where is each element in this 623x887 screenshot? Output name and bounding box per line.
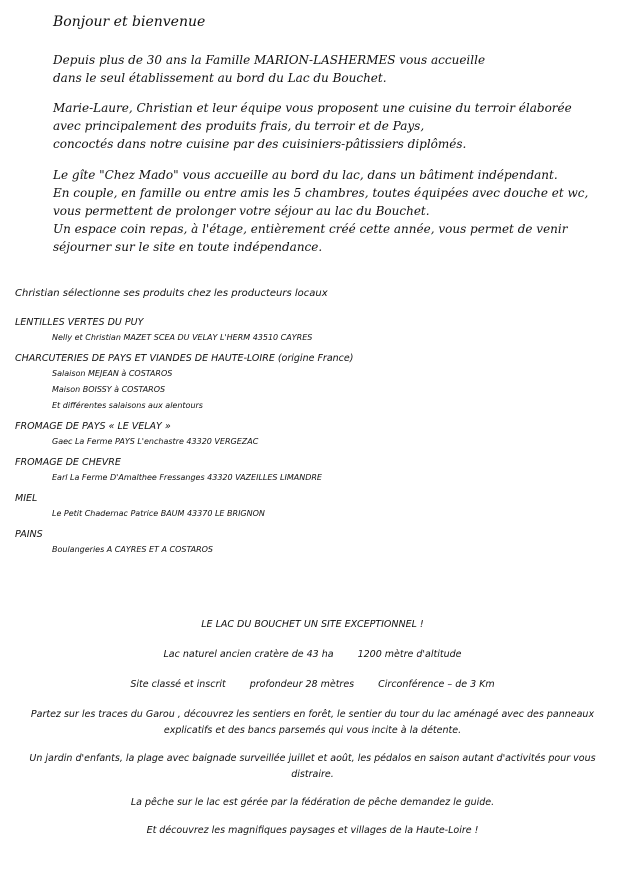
category-fromage-pays (15, 420, 615, 450)
category-title: MIEL (15, 493, 38, 504)
lake-fact: 1200 mètre d'altitude (357, 649, 462, 660)
intro-line: Depuis plus de 30 ans la Famille MARION-LASHERMES vous accueille (53, 53, 486, 67)
intro-line: séjourner sur le site en toute indépendance. (53, 240, 323, 254)
intro-paragraph-history (53, 51, 613, 87)
producer-item: Maison BOISSY à COSTAROS (52, 385, 166, 394)
category-charcuteries (15, 352, 615, 414)
intro-line: vous permettent de prolonger votre séjour au lac du Bouchet. (53, 204, 430, 218)
lake-fact: Circonférence – de 3 Km (378, 679, 495, 690)
producer-item: Salaison MEJEAN à COSTAROS (52, 369, 173, 378)
producers-section (15, 287, 615, 564)
category-pains (15, 528, 615, 558)
producer-item: Earl La Ferme D'Amalthee Fressanges 43320 VAZEILLES LIMANDRE (52, 473, 322, 482)
lake-title: LE LAC DU BOUCHET UN SITE EXCEPTIONNEL ! (201, 619, 424, 630)
category-title: FROMAGE DE CHEVRE (15, 457, 121, 468)
intro-line: concoctés dans notre cuisine par des cuisiniers-pâtissiers diplômés. (53, 137, 467, 151)
producers-heading: Christian sélectionne ses produits chez les producteurs locaux (15, 288, 328, 299)
category-title: PAINS (15, 529, 43, 540)
category-lentilles (15, 316, 615, 346)
category-fromage-chevre (15, 456, 615, 486)
intro-paragraph-gite (53, 166, 613, 256)
lake-facts-line (15, 677, 610, 693)
greeting-title: Bonjour et bienvenue (53, 14, 206, 30)
intro-paragraph-cuisine (53, 99, 613, 153)
lake-fact: Lac naturel ancien cratère de 43 ha (163, 649, 334, 660)
lake-paragraph-trails: Partez sur les traces du Garou , découvrez les sentiers en forêt, le sentier du tour du lac aménagé avec des panneaux explicatifs et des bancs parsemés qui vous incite à la détente. (30, 709, 595, 736)
producer-item: Le Petit Chadernac Patrice BAUM 43370 LE BRIGNON (52, 509, 265, 518)
intro-line: Un espace coin repas, à l'étage, entièrement créé cette année, vous permet de venir (53, 222, 568, 236)
lake-section (15, 617, 610, 851)
lake-paragraph-activities: Un jardin d'enfants, la plage avec baignade surveillée juillet et août, les pédalos en saison autant d'activités pour vous distraire. (29, 753, 596, 780)
producer-item: Gaec La Ferme PAYS L'enchastre 43320 VERGEZAC (52, 437, 259, 446)
intro-line: avec principalement des produits frais, du terroir et de Pays, (53, 119, 425, 133)
category-miel (15, 492, 615, 522)
intro-line: Le gîte "Chez Mado" vous accueille au bord du lac, dans un bâtiment indépendant. (53, 168, 558, 182)
lake-paragraph-closing: Et découvrez les magnifiques paysages et villages de la Haute-Loire ! (146, 825, 479, 836)
producer-item: Et différentes salaisons aux alentours (52, 401, 203, 410)
category-title: CHARCUTERIES DE PAYS ET VIANDES DE HAUTE-LOIRE (origine France) (15, 353, 354, 364)
lake-fact: Site classé et inscrit (130, 679, 226, 690)
category-title: LENTILLES VERTES DU PUY (15, 317, 144, 328)
producer-item: Boulangeries A CAYRES ET A COSTAROS (52, 545, 214, 554)
category-title: FROMAGE DE PAYS « LE VELAY » (15, 421, 171, 432)
intro-line: Marie-Laure, Christian et leur équipe vous proposent une cuisine du terroir élaborée (53, 101, 572, 115)
lake-paragraph-fishing: La pêche sur le lac est gérée par la fédération de pêche demandez le guide. (130, 797, 495, 808)
intro-line: dans le seul établissement au bord du Lac du Bouchet. (53, 71, 387, 85)
lake-fact: profondeur 28 mètres (249, 679, 355, 690)
producer-item: Nelly et Christian MAZET SCEA DU VELAY L'HERM 43510 CAYRES (52, 333, 313, 342)
lake-facts-line (15, 647, 610, 663)
intro-line: En couple, en famille ou entre amis les 5 chambres, toutes équipées avec douche et wc, (53, 186, 589, 200)
